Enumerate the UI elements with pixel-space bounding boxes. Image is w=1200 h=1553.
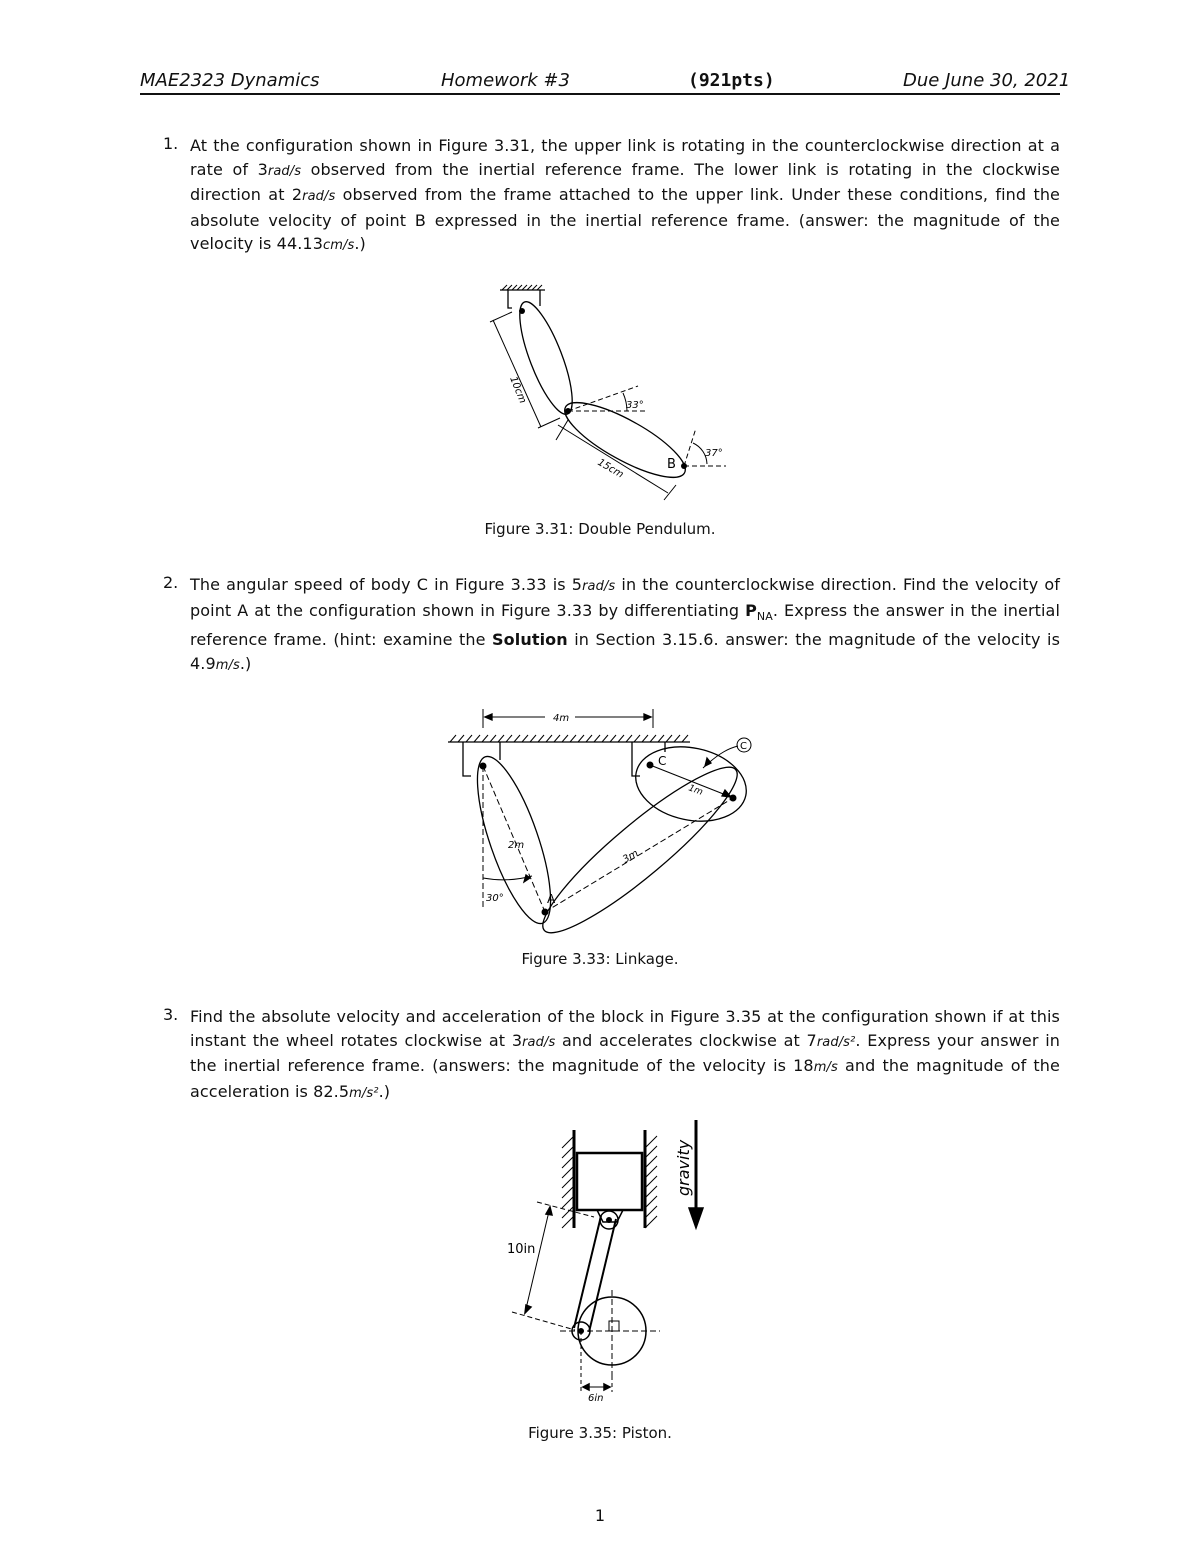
label-gravity: gravity: [674, 1139, 693, 1196]
label-3m: 3m: [621, 848, 641, 866]
label-6in: 6in: [588, 1393, 604, 1404]
course-title: MAE2323 Dynamics: [140, 70, 320, 91]
problem-3-text: Find the absolute velocity and acceleration of the block in Figure 3.35 at the configuration shown if at this instant the wheel rotates clockwise at 3rad/s and accelerates clockwise at 7rad/s². Express your answer in the inertial reference frame. (answers: the magnitude of the velocity is 18m/s and the magnitude of the acceleration is 82.5m/s².): [190, 1007, 1060, 1101]
label-4m: 4m: [553, 713, 570, 724]
wall-hatch-left: [562, 1136, 574, 1228]
piston-block: [577, 1153, 642, 1210]
points-total: (921pts): [688, 70, 775, 91]
wheel-center-mark: [609, 1321, 619, 1331]
problem-1-number: 1.: [163, 134, 179, 153]
label-1m: 1m: [686, 783, 705, 798]
figure-335-caption: Figure 3.35: Piston.: [528, 1424, 672, 1442]
label-point-b: B: [667, 457, 676, 472]
problem-2-text: The angular speed of body C in Figure 3.33 is 5rad/s in the counterclockwise direction. Find the velocity of point A at the configuration shown in Figure 3.33 by differentiating $P_{NA}$. Express the answer in the inertial reference frame. (hint: examine the Solution in Section 3.15.6. answer: the magnitude of the velocity is 4.9m/s.): [190, 575, 1061, 673]
dim-10in-line: [525, 1207, 550, 1313]
gravity-arrow-head: [689, 1208, 703, 1228]
label-point-a: A: [547, 892, 556, 906]
assignment-title: Homework #3: [441, 70, 570, 91]
wall-hatch-right: [645, 1136, 657, 1228]
page-number: 1: [594, 1506, 606, 1525]
due-date: Due June 30, 2021: [903, 70, 1071, 91]
label-2m: 2m: [508, 840, 525, 851]
figure-331-caption: Figure 3.31: Double Pendulum.: [484, 520, 716, 538]
connecting-rod: [589, 1219, 616, 1332]
problem-1-text: At the configuration shown in Figure 3.31, the upper link is rotating in the counterclockwise direction at a rate of 3rad/s observed from the inertial reference frame. The lower link is rotating in the clockwise direction at 2rad/s observed from the frame attached to the upper link. Under these conditions, find the absolute velocity of point B expressed in the inertial reference frame. (answer: the magnitude of the velocity is 44.13cm/s.): [190, 136, 1060, 253]
label-33deg: 33°: [626, 400, 644, 411]
label-10cm: 10cm: [507, 375, 528, 406]
label-30deg: 30°: [486, 893, 504, 904]
problem-3-number: 3.: [163, 1005, 179, 1024]
label-15cm: 15cm: [595, 457, 626, 481]
label-c: C: [658, 754, 667, 768]
label-37deg: 37°: [705, 448, 723, 459]
label-10in: 10in: [507, 1242, 536, 1257]
label-c-circled: C: [740, 741, 747, 752]
problem-2-number: 2.: [163, 573, 179, 592]
figure-333-caption: Figure 3.33: Linkage.: [521, 950, 679, 968]
